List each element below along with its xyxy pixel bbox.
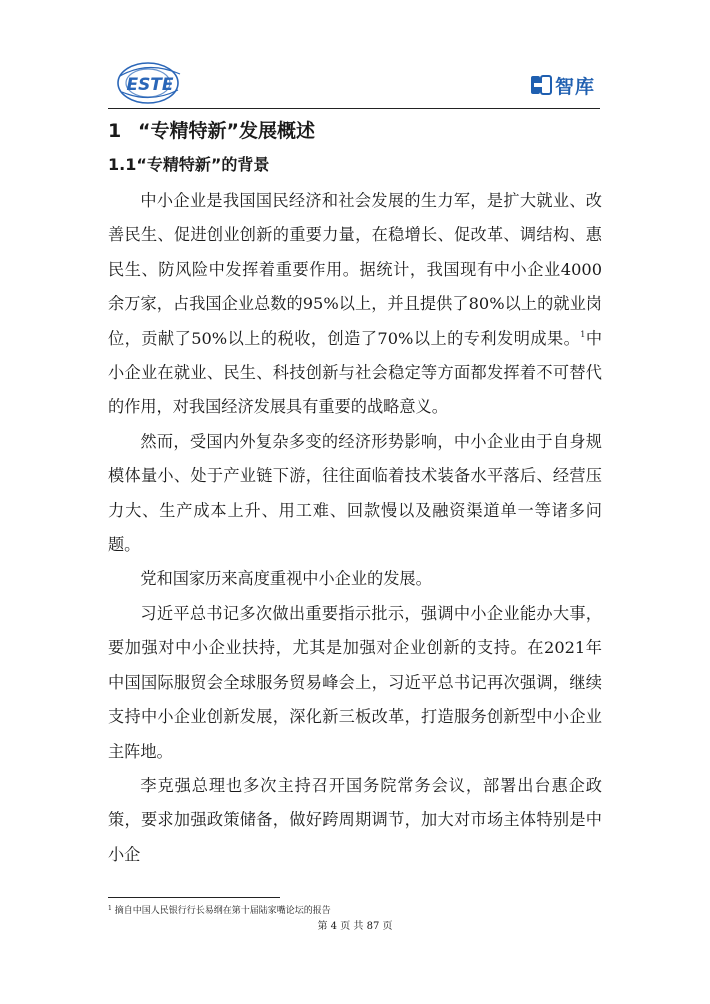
este-logo xyxy=(114,58,188,106)
zhiku-mark-icon xyxy=(530,74,552,96)
paragraph: 党和国家历来高度重视中小企业的发展。 xyxy=(140,569,432,589)
body-text xyxy=(108,184,602,872)
section-number: 1 xyxy=(108,120,122,142)
zhiku-logo xyxy=(530,72,595,98)
paragraph: 李克强总理也多次主持召开国务院常务会议，部署出台惠企政策，要求加强政策储备，做好跨周期调节，加大对市场主体特别是中小企 xyxy=(108,775,602,864)
header-divider xyxy=(108,108,600,109)
paragraph: 然而，受国内外复杂多变的经济形势影响，中小企业由于自身规模体量小、处于产业链下游，往往面临着技术装备水平落后、经营压力大、生产成本上升、用工难、回款慢以及融资渠道单一等诸多问题。 xyxy=(108,431,602,555)
este-logo-icon xyxy=(114,58,188,106)
subsection-heading: 1.1“专精特新”的背景 xyxy=(108,155,270,174)
footnote xyxy=(108,903,331,916)
footnote-reference[interactable]: 1 xyxy=(580,329,586,339)
footnote-text: 摘自中国人民银行行长易纲在第十届陆家嘴论坛的报告 xyxy=(114,906,331,916)
section-heading xyxy=(108,116,315,143)
paragraph: 中小企业是我国国民经济和社会发展的生力军，是扩大就业、改善民生、促进创业创新的重要力量，在稳增长、促改革、调结构、惠民生、防风险中发挥着重要作用。据统计，我国现有中小企业4000余万家，占我国企业总数的95%以上，并且提供了80%以上的就业岗位，贡献了50%以上的税收，创造了70%以上的专利发明成果。$^1$中小企业在就业、民生、科技创新与社会稳定等方面都发挥着不可替代的作用，对我国经济发展具有重要的战略意义。 xyxy=(108,191,603,417)
page-number: 第 4 页 共 87 页 xyxy=(317,921,393,932)
footnote-mark: 1 xyxy=(108,905,112,912)
este-logo-text: ESTE xyxy=(126,75,174,95)
section-title: “专精特新”发展概述 xyxy=(138,120,315,142)
zhiku-logo-text: 智库 xyxy=(555,75,596,98)
paragraph: 习近平总书记多次做出重要指示批示，强调中小企业能办大事，要加强对中小企业扶持，尤其是加强对企业创新的支持。在2021年中国国际服贸会全球服务贸易峰会上，习近平总书记再次强调，继续支持中小企业创新发展，深化新三板改革，打造服务创新型中小企业主阵地。 xyxy=(108,603,602,761)
footnote-divider xyxy=(108,897,280,898)
